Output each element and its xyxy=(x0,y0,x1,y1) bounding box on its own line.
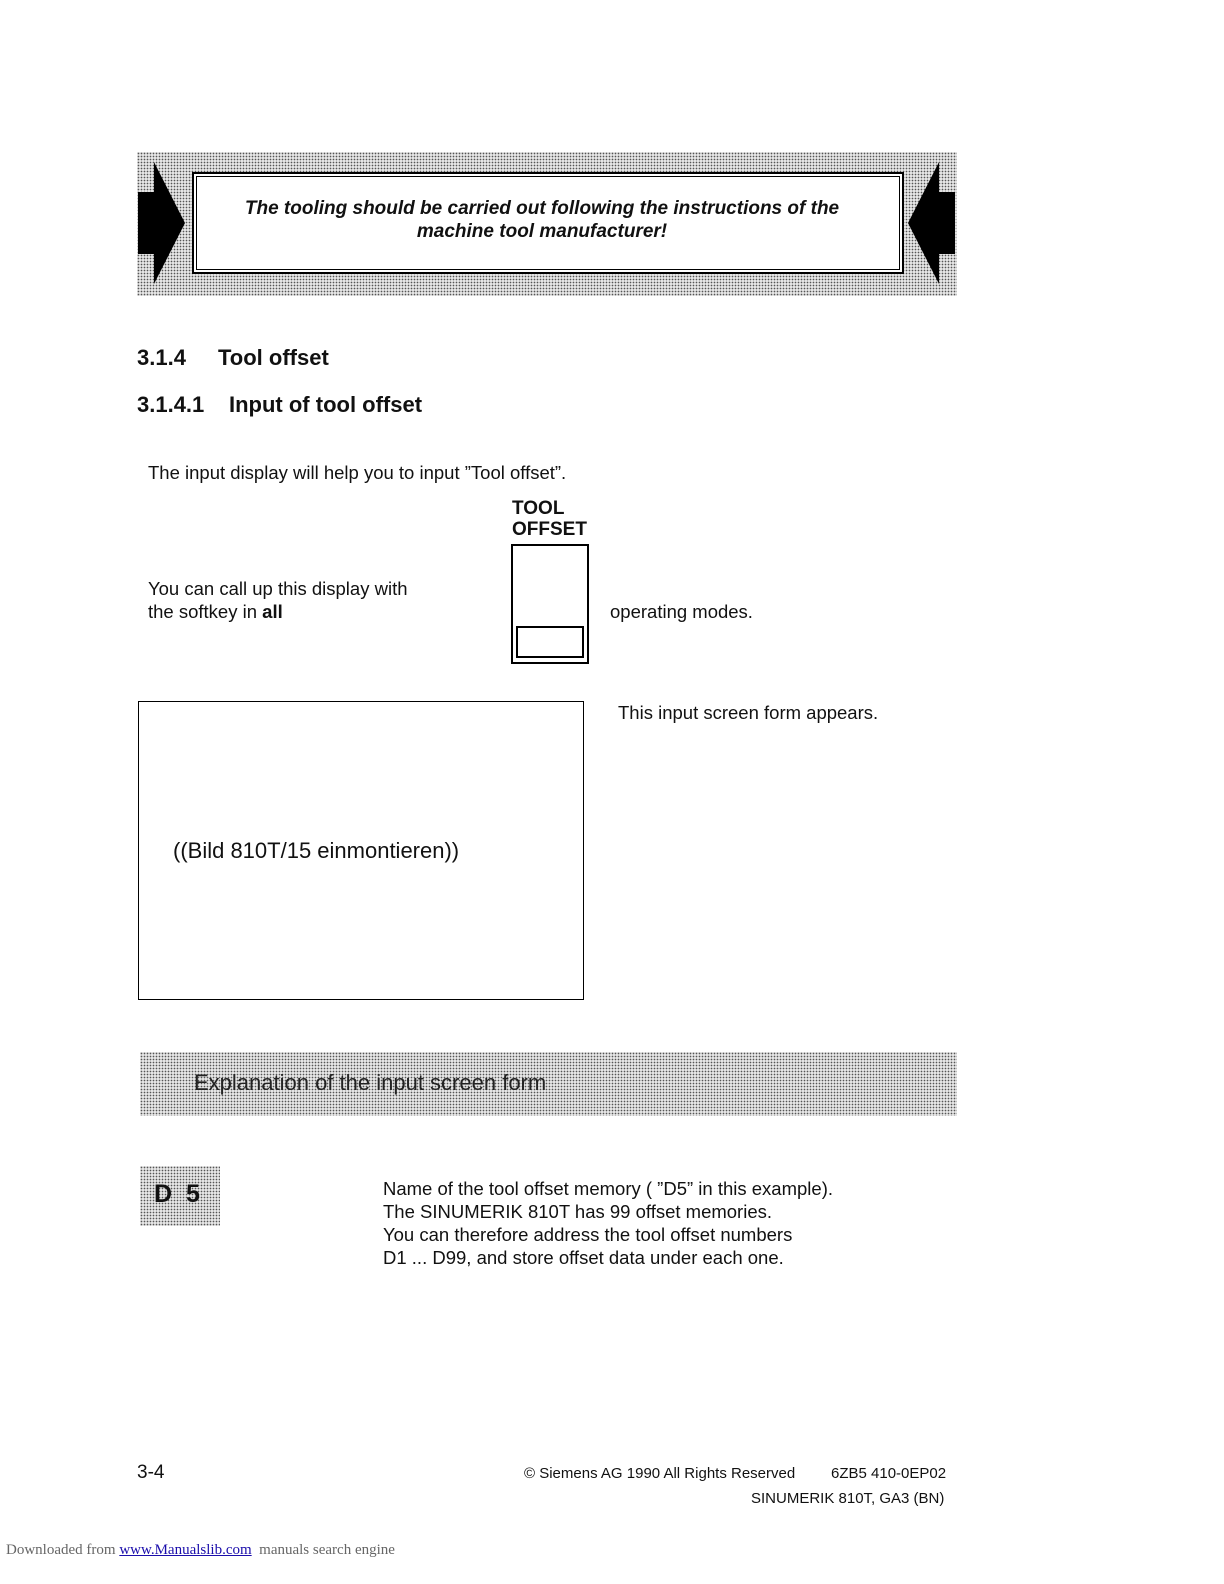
right-arrow-icon xyxy=(138,162,186,284)
heading-title-2: Input of tool offset xyxy=(229,392,423,417)
softkey-call-line-2 xyxy=(148,600,283,623)
order-number: 6ZB5 410-0EP02 xyxy=(831,1465,947,1482)
download-notice xyxy=(6,1542,395,1559)
left-arrow-icon xyxy=(908,162,956,284)
softkey-call-bold: all xyxy=(262,601,283,622)
explanation-line-1: Name of the tool offset memory ( ”D5” in this example). xyxy=(383,1178,833,1199)
explanation-line-3: You can therefore address the tool offset numbers xyxy=(383,1224,793,1245)
heading-title-1: Tool offset xyxy=(218,345,329,370)
download-prefix: Downloaded from xyxy=(6,1542,120,1558)
notice-line-2: machine tool manufacturer! xyxy=(416,221,668,242)
d5-key-label: D 5 xyxy=(154,1180,200,1208)
softkey-call-line-1: You can call up this display with xyxy=(148,578,408,599)
notice-line-1: The tooling should be carried out following the instructions of the xyxy=(244,198,840,219)
heading-number-1: 3.1.4 xyxy=(137,345,186,370)
explanation-line-2: The SINUMERIK 810T has 99 offset memories. xyxy=(383,1201,773,1222)
softkey-label-line-1: TOOL xyxy=(512,498,565,519)
download-suffix: manuals search engine xyxy=(251,1542,395,1558)
explanation-title: Explanation of the input screen form xyxy=(194,1070,547,1095)
softkey-call-text: the softkey in xyxy=(148,601,263,622)
operating-modes-text: operating modes. xyxy=(610,601,753,622)
softkey-icon xyxy=(511,544,589,664)
page-number: 3-4 xyxy=(137,1462,165,1483)
figure-placeholder-text: ((Bild 810T/15 einmontieren)) xyxy=(173,838,460,863)
product-text: SINUMERIK 810T, GA3 (BN) xyxy=(751,1490,945,1507)
heading-number-2: 3.1.4.1 xyxy=(137,392,205,417)
intro-text: The input display will help you to input ”Tool offset”. xyxy=(148,462,567,483)
manualslib-link[interactable]: www.Manualslib.com xyxy=(119,1542,252,1558)
explanation-line-4: D1 ... D99, and store offset data under each one. xyxy=(383,1247,784,1268)
softkey-inner-icon xyxy=(516,626,584,658)
softkey-label-line-2: OFFSET xyxy=(512,519,587,540)
figure-caption: This input screen form appears. xyxy=(618,702,879,723)
copyright-text: © Siemens AG 1990 All Rights Reserved xyxy=(524,1465,796,1482)
